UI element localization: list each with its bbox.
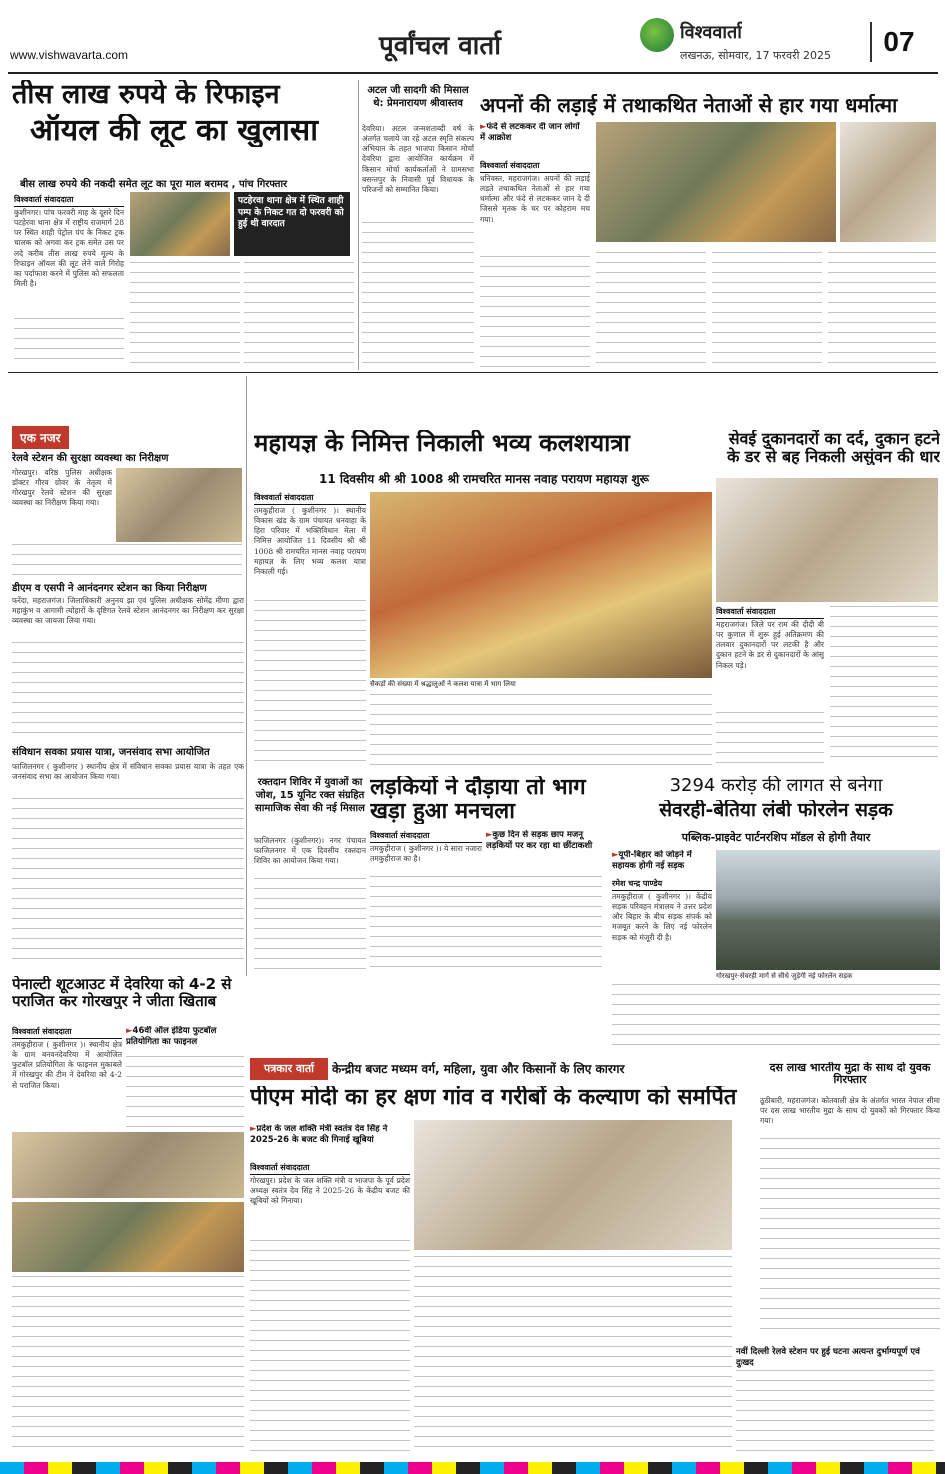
- story6-photo: [716, 478, 938, 602]
- story11-bullet: ► प्रदेश के जल शक्ति मंत्री स्वतंत्र देव सिंह ने 2025-26 के बजट की गिनाई खूबियां: [250, 1124, 410, 1146]
- story8-bullet: ► कुछ दिन से सड़क छाप मजनू लड़कियों पर कर रहा था छींटाकशी: [486, 830, 602, 852]
- story1-col3: [244, 262, 354, 368]
- story10-body: तमकुहीराज ( कुशीनगर )। स्थानीय क्षेत्र के ग्राम बनवनदेवरिया में आयोजित फुटबॉल प्रतियोगिता के फाइनल मुकाबले में गोरखपुर की टीम ने देवरिया को 4-2 से पराजित किया।: [12, 1040, 122, 1090]
- story1-body-continued: [14, 318, 124, 368]
- story6-byline: विश्ववार्ता संवाददाता: [716, 606, 824, 619]
- story3-col2: [596, 252, 706, 368]
- brand-logo-icon: [640, 18, 674, 52]
- story1-body: कुशीनगर। पांच फरवरी माह के दूसरे दिन पटहेरवा थाना क्षेत्र में राष्ट्रीय राजमार्ग 28 पर स्थित शाही पेट्रोल पंप के निकट ट्रक चालक को अगवा कर ट्रक समेत उस पर लदे करीब तीस लाख रुपये मूल्य के रिफाइन ऑयल की लूट लेने वाले गिरोह का पर्दाफाश करने में पुलिस को सफलता मिली है।: [14, 208, 124, 288]
- story11-sub2: नवीं दिल्ली रेलवे स्टेशन पर हुई घटना अत्यन्त दुर्भाग्यपूर्ण एवं दुःखद: [736, 1347, 920, 1368]
- story8-cols: [370, 876, 602, 974]
- story5-subhead: 11 दिवसीय श्री श्री 1008 श्री रामचरित मानस नवाह परायण महायज्ञ शुरू: [319, 472, 649, 486]
- story3-byline: विश्ववार्ता संवाददाता: [480, 160, 590, 173]
- story9-body: तमकुहीराज ( कुशीनगर )। केंद्रीय सड़क परिवहन मंत्रालय ने उत्तर प्रदेश और बिहार के बीच सड़क संपर्क को मजबूत करने के लिए नई फोरलेन सड़क को मंजूरी दी है।: [612, 892, 712, 942]
- story7-col: [254, 878, 366, 974]
- divider: [358, 80, 359, 370]
- story11-col2: [414, 1256, 732, 1456]
- story11-sub2-body: [736, 1370, 934, 1456]
- story2-kicker: अटल जी सादगी की मिसाल थे: प्रेमनारायण श्रीवास्तव: [367, 85, 469, 109]
- story5-body: तमकुहीराज ( कुशीनगर )। स्थानीय विकास खंड के ग्राम पंचायत धनवाहा के हिरा परिवार में भक्तिविधान मेला में निमित्त आयोजित 11 दिवसीय श्री श्री 1008 श्री रामचरित मानस नवाह परायण महायज्ञ के लिए भव्य कलश यात्रा निकाली गई।: [254, 506, 366, 576]
- story8-headline: लड़कियों ने दौड़ाया तो भाग खड़ा हुआ मनचला: [370, 776, 586, 825]
- story1-byline: विश्ववार्ता संवाददाता: [14, 194, 124, 207]
- story7-headline: रक्तदान शिविर में युवाओं का जोश, 15 यूनिट रक्त संग्रहित सामाजिक सेवा की नई मिसाल: [255, 777, 365, 814]
- story6-col1: [716, 712, 824, 766]
- story8-byline: विश्ववार्ता संवाददाता: [370, 830, 482, 843]
- story7-body: फाजिलनगर (कुशीनगर)। नगर पंचायत फाजिलनगर में एक दिवसीय रक्तदान शिविर का आयोजन किया गया।: [254, 836, 366, 866]
- brand-name: विश्ववार्ता: [680, 22, 742, 43]
- story3-col1: [480, 256, 590, 368]
- story6-col2: [830, 606, 938, 766]
- story9-subhead: पब्लिक-प्राइवेट पार्टनरशिप मॉडल से होगी तैयार: [681, 831, 871, 844]
- story10-photo-1: [12, 1132, 244, 1198]
- story12-body-continued: [760, 1138, 940, 1338]
- story11-kicker: केन्द्रीय बजट मध्यम वर्ग, महिला, युवा और किसानों के लिए कारगर: [332, 1062, 625, 1076]
- story11-headline: पीएम मोदी का हर क्षण गांव व गरीबों के कल्याण को समर्पित: [250, 1086, 737, 1110]
- story9-headline-2: सेवरही-बेतिया लंबी फोरलेन सड़क: [659, 800, 893, 821]
- story6-body: महराजगंज। जिले पर राम की दीदी बी पर कुणाल में शुरू हुई अतिक्रमण की तलवार दुकानदारों पर लटकी है और दुकान हटने के डर से दुकानदारों के आंसू निकल पड़े।: [716, 620, 824, 670]
- story4-title-1: रेलवे स्टेशन की सुरक्षा व्यवस्था का निरीक्षण: [12, 453, 169, 464]
- story4-photo: [116, 468, 242, 542]
- story4-body-2: फरेंदा, महराजगंज। जिलाधिकारी अनुनय झा एवं पुलिस अधीक्षक सोमेंद्र मीणा द्वारा महाकुंभ व आगामी त्योहारों के दृष्टिगत रेलवे स्टेशन आनंदनगर का निरीक्षण कर सुरक्षा व्यवस्था का जायजा लिया गया।: [12, 596, 244, 626]
- story11-body: गोरखपुर। प्रदेश के जल शक्ति मंत्री व भाजपा के पूर्व प्रदेश अध्यक्ष स्वतंत्र देव सिंह ने 2025-26 के केंद्रीय बजट की खूबियों को गिनाया।: [250, 1176, 410, 1206]
- page-number: 07: [870, 22, 926, 62]
- divider: [246, 376, 247, 976]
- story10-photo-2: [12, 1202, 244, 1272]
- story3-body: धनिवस्त, महराजगंज। अपनों की लड़ाई लड़ते तथाकथित नेताओं से हार गया धर्मात्मा और फंदे से लटककर जान दे दी जिससे मृतक के घर पर कोहराम मच गया।: [480, 174, 590, 224]
- story8-body: तमकुहीराज ( कुशीनगर )। ये सारा नजारा तमकुहीराज का है।: [370, 844, 482, 864]
- story10-highlight: ► 46वीं ऑल इंडिया फुटबॉल प्रतियोगिता का फाइनल: [126, 1026, 244, 1048]
- story3-photo-portrait: [840, 122, 936, 242]
- print-color-bar: [0, 1462, 945, 1474]
- story5-byline: विश्ववार्ता संवाददाता: [254, 492, 366, 505]
- story4-body-1-continued: [12, 544, 242, 578]
- story3-bullet: ► फंदे से लटककर दी जान लोगों में आक्रोश: [480, 122, 580, 144]
- story11-byline: विश्ववार्ता संवाददाता: [250, 1162, 410, 1175]
- row-rule: [8, 372, 938, 373]
- story4-body-3-continued: [12, 798, 244, 962]
- story4-body-2-continued: [12, 642, 244, 742]
- story9-photo-caption: गोरखपुर-सेवरही मार्ग से सीधे जुड़ेगी नई फोरलेन सड़क: [716, 972, 853, 980]
- story1-highlight: पटहेरवा थाना क्षेत्र में स्थित शाही पम्प के निकट गत दो फरवरी को हुई थी वारदात: [234, 192, 350, 256]
- story9-headline-1: 3294 करोड़ की लागत से बनेगा: [669, 776, 883, 796]
- story4-title-2: डीएम व एसपी ने आनंदनगर स्टेशन का किया निरीक्षण: [12, 583, 207, 594]
- story9-bullet: ► यूपी-बिहार को जोड़ने में सहायक होगी नई सड़क: [612, 850, 712, 872]
- story2-body: देवरिया। अटल जन्मशताब्दी वर्ष के अंतर्गत चलाये जा रहे अटल स्मृति संकल्प अभियान के तहत भाजपा किसान मोर्चा देवरिया द्वारा आयोजित कार्यक्रम में किसान मोर्चा कार्यकर्ताओं ने ग्रामसभा बसन्तपुर के निवासी पूर्व विधायक के परिजनों को सम्मानित किया।: [362, 124, 474, 194]
- story10-body-continued: [12, 1276, 244, 1456]
- story10-headline: पेनाल्टी शूटआउट में देवरिया को 4-2 से पराजित कर गोरखपुर ने जीता खिताब: [12, 976, 232, 1009]
- ek-nazar-badge: एक नजर: [12, 426, 69, 449]
- header-rule: [8, 72, 938, 74]
- story11-col1: [250, 1240, 410, 1456]
- story3-col4: [828, 252, 936, 368]
- story3-col3: [712, 252, 822, 368]
- story4-body-1: गोरखपुर। वरिष्ठ पुलिस अधीक्षक डॉक्टर गौरव ग्रोवर के नेतृत्व में गोरखपुर रेलवे स्टेशन की सुरक्षा व्यवस्था का निरीक्षण किया गया।: [12, 468, 112, 508]
- story1-headline-1: तीस लाख रुपये के रिफाइन: [12, 80, 280, 110]
- story5-col-lower: [370, 694, 712, 766]
- story11-label: पत्रकार वार्ता: [250, 1058, 328, 1080]
- story3-photo-crowd: [596, 122, 836, 242]
- story2-body-continued: [362, 222, 474, 368]
- story4-title-3: संविधान सवका प्रयास यात्रा, जनसंवाद सभा आयोजित: [12, 747, 210, 758]
- site-url[interactable]: www.vishwavarta.com: [10, 48, 129, 62]
- story9-cols: [612, 984, 940, 1054]
- story9-photo-road: [716, 850, 940, 970]
- story1-headline-2: ऑयल की लूट का खुलासा: [30, 114, 318, 147]
- story1-subhead: बीस लाख रुपये की नकदी समेत लूट का पूरा माल बरामद , पांच गिरफ्तार: [20, 179, 288, 190]
- story5-photo: [370, 492, 712, 678]
- story10-byline: विश्ववार्ता संवाददाता: [12, 1026, 122, 1039]
- story5-col1: [254, 600, 366, 766]
- story5-headline: महायज्ञ के निमित्त निकाली भव्य कलशयात्रा: [254, 430, 630, 457]
- story5-photo-caption: सैकड़ों की संख्या में श्रद्धालुओं ने कलश यात्रा में भाग लिया: [370, 680, 516, 688]
- story4-body-3: फाजिलनगर ( कुशीनगर ) स्थानीय क्षेत्र में संविधान सवका प्रयास यात्रा के तहत एक जनसंवाद सभा का आयोजन किया गया।: [12, 762, 244, 782]
- story12-body: ठूठीबारी, महराजगंज। कोतवाली क्षेत्र के अंतर्गत भारत नेपाल सीमा पर दस लाख भारतीय मुद्रा के साथ दो युवकों को गिरफ्तार किया गया।: [760, 1096, 940, 1126]
- story1-photo: [130, 192, 230, 256]
- story11-photo-press: [414, 1120, 732, 1250]
- story12-headline: दस लाख भारतीय मुद्रा के साथ दो युवक गिरफ्तार: [769, 1062, 931, 1087]
- section-title: पूर्वांचल वार्ता: [379, 31, 501, 61]
- story9-byline: रमेश चन्द्र पाण्डेय: [612, 878, 712, 891]
- story10-col2: [126, 1056, 244, 1130]
- story3-headline: अपनों की लड़ाई में तथाकथित नेताओं से हार गया धर्मात्मा: [480, 94, 898, 116]
- issue-date: लखनऊ, सोमवार, 17 फरवरी 2025: [680, 49, 831, 62]
- story6-headline: सेवई दुकानदारों का दर्द, दुकान हटने के डर से बह निकली असुंवन की धार: [727, 430, 940, 466]
- story1-col2: [130, 262, 240, 368]
